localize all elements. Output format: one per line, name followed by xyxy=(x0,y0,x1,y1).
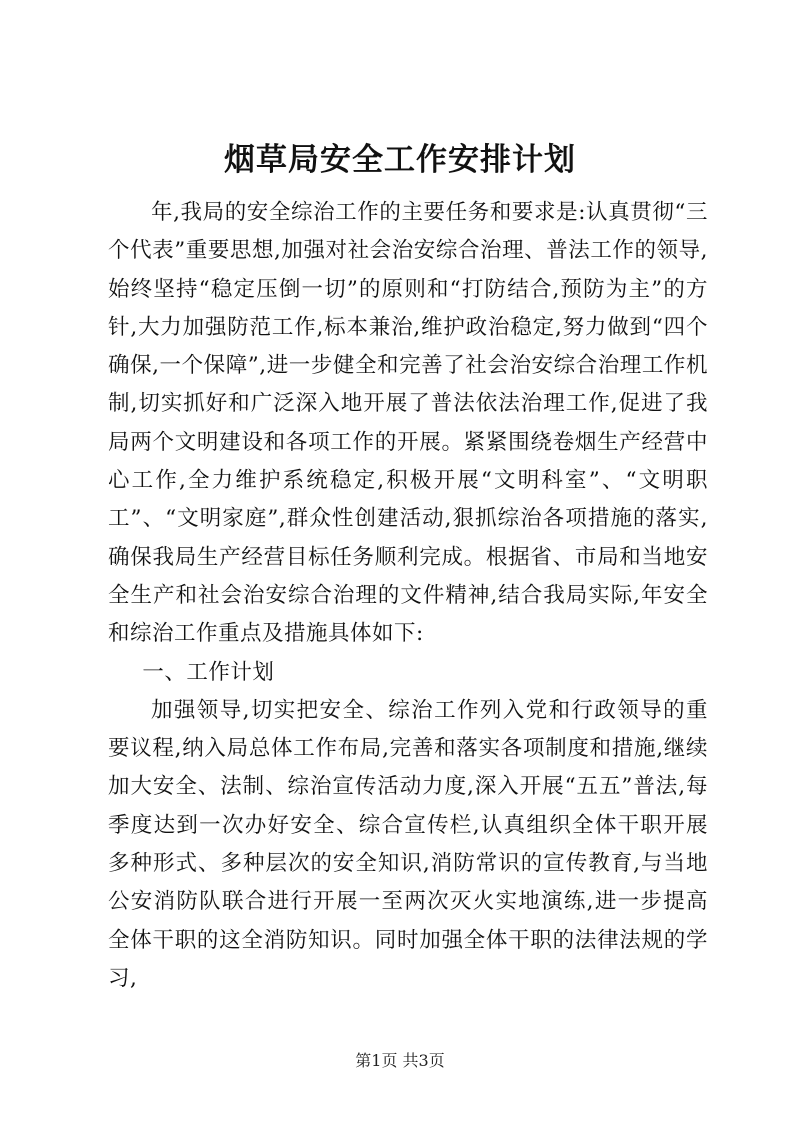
work-plan-paragraph: 加强领导,切实把安全、综治工作列入党和行政领导的重要议程,纳入局总体工作布局,完善和落实各项制度和措施,继续加大安全、法制、综治宣传活动力度,深入开展“五五”普法,每季度达到一次办好安全、综合宣传栏,认真组织全体干职开展多种形式、多种层次的安全知识,消防常识的宣传教育,与当地公安消防队联合进行开展一至两次灭火实地演练,进一步提高全体干职的这全消防知识。同时加强全体干职的法律法规的学习, xyxy=(108,697,708,991)
section-heading: 一、工作计划 xyxy=(142,659,275,685)
document-title: 烟草局安全工作安排计划 xyxy=(224,142,576,178)
document-body xyxy=(108,194,708,998)
intro-paragraph: 年,我局的安全综治工作的主要任务和要求是:认真贯彻“三个代表”重要思想,加强对社会治安综合治理、普法工作的领导,始终坚持“稳定压倒一切”的原则和“打防结合,预防为主”的方针,大力加强防范工作,标本兼治,维护政治稳定,努力做到“四个确保,一个保障”,进一步健全和完善了社会治安综合治理工作机制,切实抓好和广泛深入地开展了普法依法治理工作,促进了我局两个文明建设和各项工作的开展。紧紧围绕卷烟生产经营中心工作,全力维护系统稳定,积极开展“文明科室”、“文明职工”、“文明家庭”,群众性创建活动,狠抓综治各项措施的落实,确保我局生产经营目标任务顺利完成。根据省、市局和当地安全生产和社会治安综合治理的文件精神,结合我局实际,年安全和综治工作重点及措施具体如下: xyxy=(108,200,708,647)
page-footer: 第1页 共3页 xyxy=(355,1051,445,1070)
